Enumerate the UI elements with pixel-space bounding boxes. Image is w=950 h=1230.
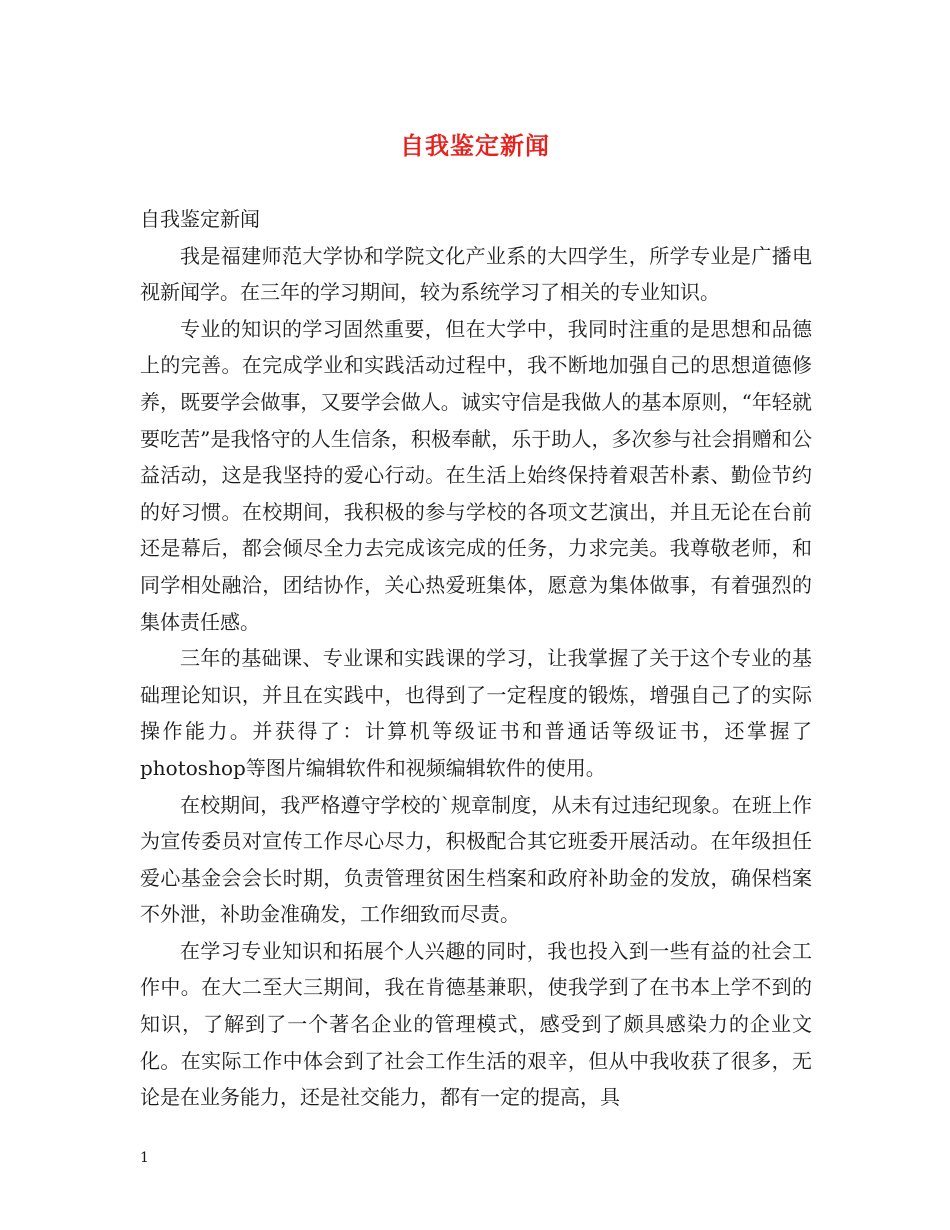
- document-subtitle: 自我鉴定新闻: [140, 207, 260, 231]
- paragraph-4: 在校期间，我严格遵守学校的`规章制度，从未有过违纪现象。在班上作为宣传委员对宣传工作尽心尽力，积极配合其它班委开展活动。在年级担任爱心基金会会长时期，负责管理贫困生档案和政府补助金的发放，确保档案不外泄，补助金准确发，工作细致而尽责。: [140, 792, 812, 927]
- paragraph-3: 三年的基础课、专业课和实践课的学习，让我掌握了关于这个专业的基础理论知识，并且在实践中，也得到了一定程度的锻炼，增强自己了的实际操作能力。并获得了：计算机等级证书和普通话等级证书，还掌握了photoshop等图片编辑软件和视频编辑软件的使用。: [140, 646, 812, 780]
- paragraph-5: 在学习专业知识和拓展个人兴趣的同时，我也投入到一些有益的社会工作中。在大二至大三期间，我在肯德基兼职，使我学到了在书本上学不到的知识，了解到了一个著名企业的管理模式，感受到了颇具感染力的企业文化。在实际工作中体会到了社会工作生活的艰辛，但从中我收获了很多，无论是在业务能力，还是社交能力，都有一定的提高，具: [140, 938, 812, 1110]
- document-body: [140, 201, 812, 1116]
- page-number: 1: [140, 1150, 149, 1166]
- paragraph-2: 专业的知识的学习固然重要，但在大学中，我同时注重的是思想和品德上的完善。在完成学业和实践活动过程中，我不断地加强自己的思想道德修养，既要学会做事，又要学会做人。诚实守信是我做人的基本原则，“年轻就要吃苦”是我恪守的人生信条，积极奉献，乐于助人，多次参与社会捐赠和公益活动，这是我坚持的爱心行动。在生活上始终保持着艰苦朴素、勤俭节约的好习惯。在校期间，我积极的参与学校的各项文艺演出，并且无论在台前还是幕后，都会倾尽全力去完成该完成的任务，力求完美。我尊敬老师，和同学相处融洽，团结协作，关心热爱班集体，愿意为集体做事，有着强烈的集体责任感。: [140, 316, 812, 634]
- document-title: 自我鉴定新闻: [400, 131, 550, 160]
- paragraph-1: 我是福建师范大学协和学院文化产业系的大四学生，所学专业是广播电视新闻学。在三年的学习期间，较为系统学习了相关的专业知识。: [140, 243, 812, 305]
